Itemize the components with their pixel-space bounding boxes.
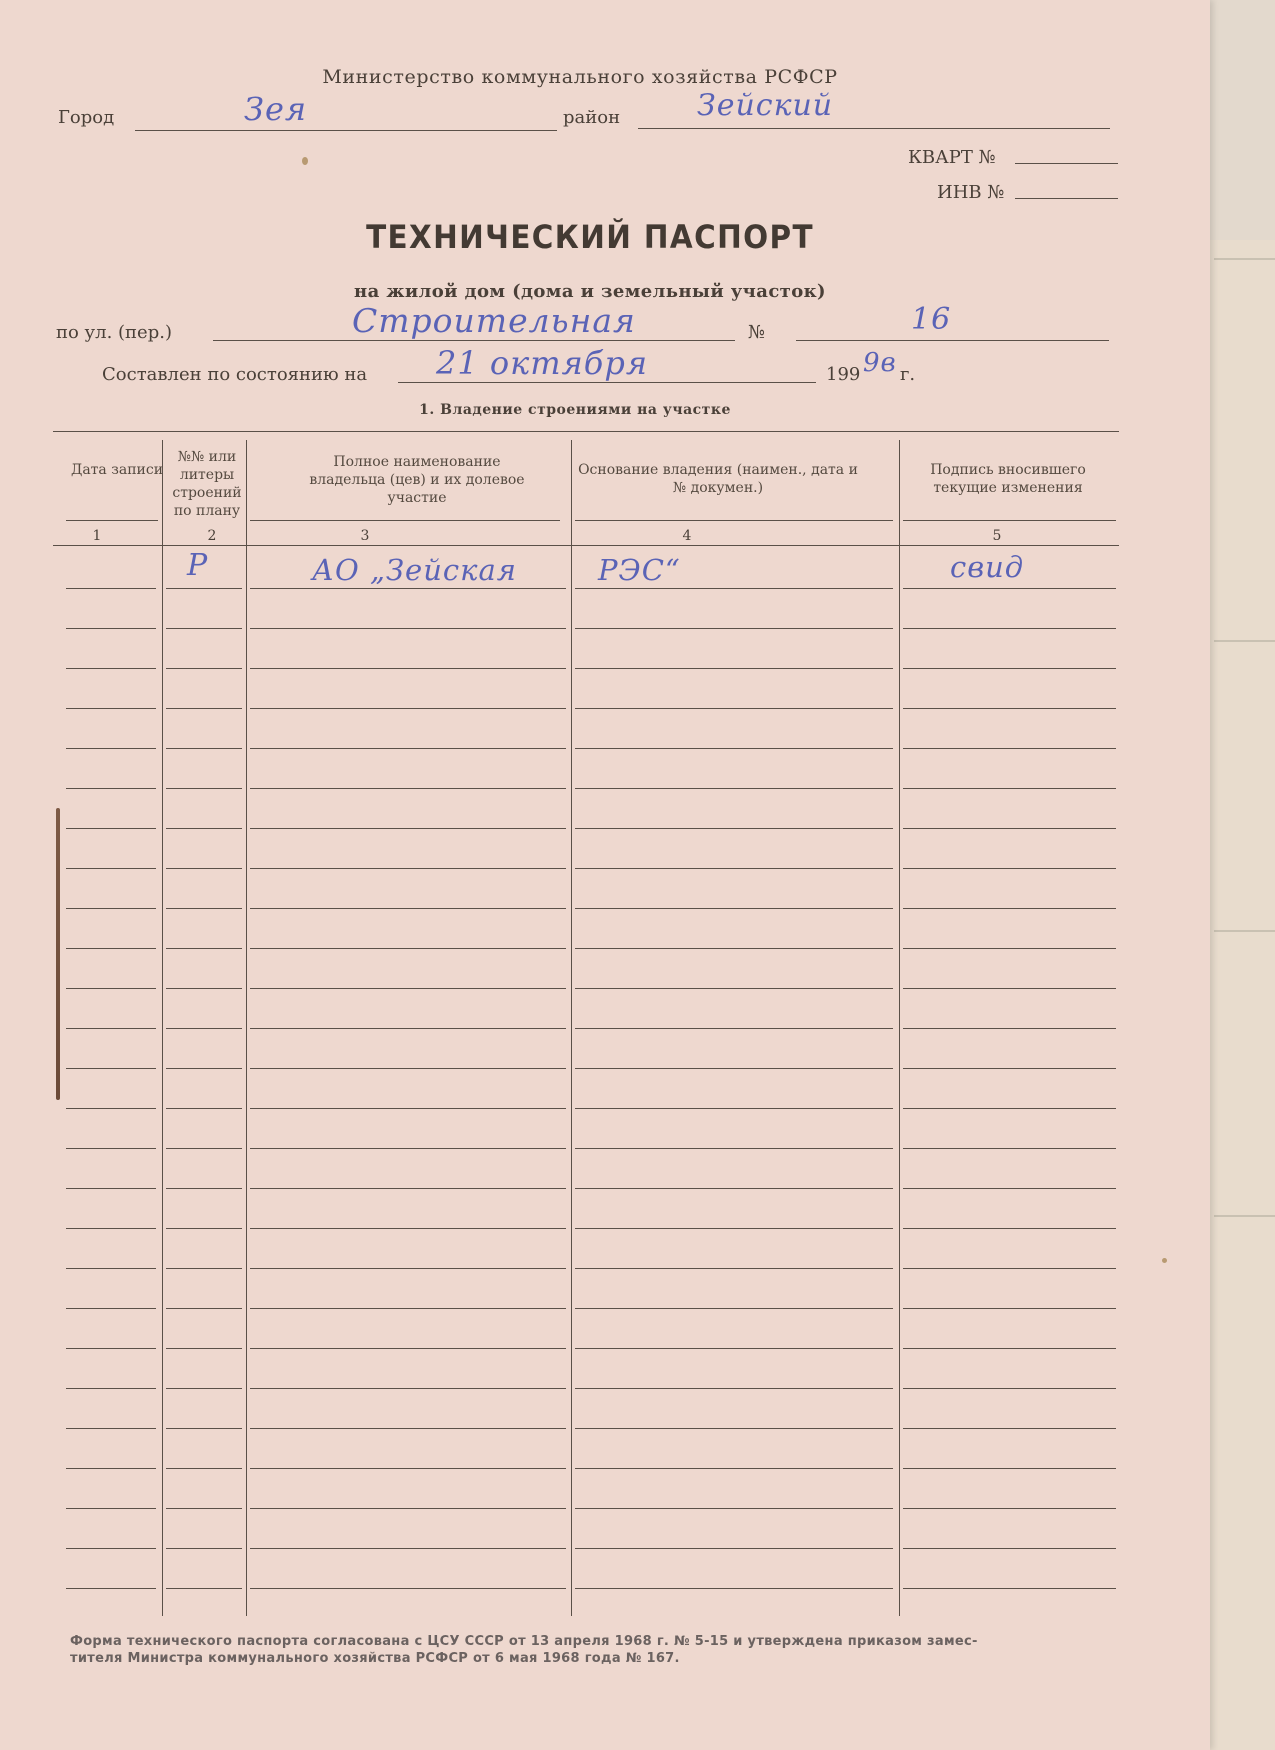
table-row-rule [250, 748, 566, 749]
table-row-rule [903, 988, 1116, 989]
district-value: Зейский [697, 88, 834, 123]
table-row-rule [66, 628, 156, 629]
table-row-rule [575, 828, 893, 829]
table-row-rule [575, 1188, 893, 1189]
header-basis: Основание владения (наимен., дата и № докумен.) [578, 462, 858, 496]
table-row-rule [66, 1308, 156, 1309]
district-label: район [563, 107, 621, 128]
table-row-rule [903, 628, 1116, 629]
table-row-rule [903, 1028, 1116, 1029]
table-row-rule [575, 588, 893, 589]
table-row-rule [903, 1308, 1116, 1309]
table-row-rule [575, 868, 893, 869]
header-signature: Подпись вносившего текущие изменения [930, 462, 1086, 496]
table-row-rule [250, 988, 566, 989]
table-row-rule [575, 1228, 893, 1229]
table-row-rule [903, 1228, 1116, 1229]
city-value: Зея [244, 90, 308, 128]
page-title: ТЕХНИЧЕСКИЙ ПАСПОРТ [366, 218, 814, 256]
table-row-rule [250, 1428, 566, 1429]
year-prefix: 199 [826, 364, 861, 385]
col-number: 4 [682, 528, 692, 544]
table-row-rule [66, 828, 156, 829]
table-row-rule [166, 1548, 242, 1549]
table-row-rule [575, 1548, 893, 1549]
table-row-rule [903, 588, 1116, 589]
table-row-rule [66, 948, 156, 949]
table-row-rule [166, 588, 242, 589]
table-row-rule [166, 1588, 242, 1589]
table-row-rule [250, 948, 566, 949]
table-row-rule [66, 1508, 156, 1509]
table-row-rule [66, 708, 156, 709]
table-row-rule [250, 1308, 566, 1309]
table-row-rule [250, 868, 566, 869]
table-row-rule [250, 788, 566, 789]
table-row-rule [66, 1388, 156, 1389]
table-row-rule [250, 1108, 566, 1109]
table-row-rule [250, 1228, 566, 1229]
table-row-rule [66, 1188, 156, 1189]
table-row-rule [250, 828, 566, 829]
street-label: по ул. (пер.) [56, 322, 172, 343]
table-row-rule [166, 1188, 242, 1189]
header-underline [903, 520, 1116, 521]
table-row-rule [903, 1148, 1116, 1149]
table-row-rule [166, 628, 242, 629]
row-signature: свид [950, 550, 1025, 584]
table-row-rule [66, 668, 156, 669]
table-row-rule [66, 988, 156, 989]
table-row-rule [166, 1388, 242, 1389]
table-row-rule [66, 868, 156, 869]
table-row-rule [250, 588, 566, 589]
table-row-rule [903, 748, 1116, 749]
table-row-rule [166, 1108, 242, 1109]
compiled-date-underline [398, 382, 816, 383]
table-row-rule [575, 788, 893, 789]
table-row-rule [66, 908, 156, 909]
table-row-rule [250, 1388, 566, 1389]
table-row-rule [166, 1068, 242, 1069]
table-row-rule [250, 1148, 566, 1149]
house-number-underline [796, 340, 1109, 341]
year-end: г. [900, 364, 916, 385]
table-row-rule [903, 1188, 1116, 1189]
page-subtitle: на жилой дом (дома и земельный участок) [354, 281, 826, 302]
table-row-rule [66, 588, 156, 589]
table-row-rule [903, 668, 1116, 669]
district-underline [638, 128, 1110, 129]
table-row-rule [250, 1068, 566, 1069]
table-row-rule [166, 948, 242, 949]
street-value: Строительная [352, 301, 636, 340]
row-owner: АО „Зейская [312, 553, 517, 587]
table-row-rule [250, 1508, 566, 1509]
table-row-rule [166, 708, 242, 709]
column-divider [162, 440, 163, 1616]
kvart-underline [1015, 163, 1118, 164]
table-row-rule [250, 1468, 566, 1469]
table-row-rule [575, 1388, 893, 1389]
compiled-label: Составлен по состоянию на [102, 364, 368, 385]
table-top-rule [53, 431, 1119, 432]
table-row-rule [575, 1308, 893, 1309]
kvart-label: КВАРТ № [908, 147, 996, 168]
table-row-rule [166, 1308, 242, 1309]
table-row-rule [66, 1028, 156, 1029]
table-row-rule [166, 988, 242, 989]
footer-note [70, 1633, 978, 1667]
table-row-rule [903, 788, 1116, 789]
house-number-value: 16 [911, 302, 952, 337]
table-row-rule [166, 748, 242, 749]
compiled-date-value: 21 октября [436, 344, 648, 382]
table-row-rule [250, 708, 566, 709]
table-row-rule [166, 908, 242, 909]
table-row-rule [250, 1548, 566, 1549]
table-row-rule [903, 1388, 1116, 1389]
table-row-rule [903, 1508, 1116, 1509]
table-row-rule [903, 1268, 1116, 1269]
underlying-sheet [1205, 240, 1275, 1750]
table-row-rule [66, 748, 156, 749]
table-row-rule [250, 908, 566, 909]
table-row-rule [250, 668, 566, 669]
paper-spot [1162, 1258, 1167, 1263]
table-row-rule [575, 1468, 893, 1469]
table-row-rule [903, 1588, 1116, 1589]
table-row-rule [166, 868, 242, 869]
header-underline [250, 520, 560, 521]
table-row-rule [903, 708, 1116, 709]
table-row-rule [66, 1268, 156, 1269]
table-row-rule [903, 1348, 1116, 1349]
table-row-rule [903, 868, 1116, 869]
table-row-rule [575, 988, 893, 989]
table-row-rule [575, 1508, 893, 1509]
table-row-rule [166, 1508, 242, 1509]
table-row-rule [575, 1268, 893, 1269]
table-row-rule [250, 1348, 566, 1349]
header-date: Дата записи [70, 462, 164, 478]
table-row-rule [166, 1348, 242, 1349]
table-row-rule [575, 748, 893, 749]
table-row-rule [66, 1588, 156, 1589]
table-row-rule [575, 1428, 893, 1429]
table-row-rule [166, 1228, 242, 1229]
staple-binding [56, 808, 60, 1100]
col-number: 3 [360, 528, 370, 544]
col-number: 5 [992, 528, 1002, 544]
table-row-rule [166, 788, 242, 789]
table-row-rule [66, 788, 156, 789]
table-row-rule [66, 1428, 156, 1429]
table-row-rule [166, 1028, 242, 1029]
col-number: 1 [92, 528, 102, 544]
column-divider [899, 440, 900, 1616]
table-row-rule [250, 628, 566, 629]
column-divider [571, 440, 572, 1616]
table-row-rule [903, 828, 1116, 829]
header-letter: №№ или литеры строений по плану [172, 449, 242, 519]
table-row-rule [66, 1148, 156, 1149]
table-row-rule [903, 1548, 1116, 1549]
city-label: Город [58, 107, 115, 128]
header-owner: Полное наименование владельца (цев) и их долевое участие [309, 454, 525, 506]
table-row-rule [903, 1108, 1116, 1109]
table-row-rule [166, 668, 242, 669]
table-row-rule [166, 1428, 242, 1429]
table-row-rule [575, 1588, 893, 1589]
table-row-rule [903, 1068, 1116, 1069]
table-row-rule [575, 708, 893, 709]
header-underline [575, 520, 893, 521]
column-divider [246, 440, 247, 1616]
table-row-rule [575, 668, 893, 669]
table-row-rule [66, 1108, 156, 1109]
inv-underline [1015, 198, 1118, 199]
table-row-rule [575, 948, 893, 949]
table-row-rule [575, 1108, 893, 1109]
table-row-rule [575, 628, 893, 629]
table-row-rule [903, 1428, 1116, 1429]
city-underline [135, 130, 557, 131]
table-row-rule [575, 1348, 893, 1349]
col-number: 2 [207, 528, 217, 544]
table-row-rule [66, 1468, 156, 1469]
header-bottom-rule [53, 545, 1119, 546]
house-number-label: № [748, 322, 766, 343]
table-row-rule [66, 1548, 156, 1549]
table-row-rule [903, 908, 1116, 909]
table-row-rule [575, 1068, 893, 1069]
table-row-rule [575, 1148, 893, 1149]
ministry-heading: Министерство коммунального хозяйства РСФСР [322, 66, 838, 88]
table-row-rule [250, 1028, 566, 1029]
inv-label: ИНВ № [937, 182, 1005, 203]
footer-line-1: Форма технического паспорта согласована с ЦСУ СССР от 13 апреля 1968 г. № 5-15 и утверждена приказом замес- [70, 1634, 978, 1649]
header-underline [66, 520, 158, 521]
table-row-rule [575, 1028, 893, 1029]
table-row-rule [66, 1348, 156, 1349]
row-letter: Р [187, 548, 209, 583]
section-title: 1. Владение строениями на участке [419, 402, 731, 418]
table-row-rule [166, 828, 242, 829]
row-basis: РЭС“ [598, 553, 681, 587]
table-row-rule [166, 1148, 242, 1149]
table-row-rule [250, 1268, 566, 1269]
street-underline [213, 340, 735, 341]
table-row-rule [903, 948, 1116, 949]
footer-line-2: тителя Министра коммунального хозяйства РСФСР от 6 мая 1968 года № 167. [70, 1651, 680, 1666]
table-row-rule [66, 1228, 156, 1229]
table-row-rule [250, 1588, 566, 1589]
table-row-rule [575, 908, 893, 909]
table-row-rule [166, 1468, 242, 1469]
year-suffix: 9в [863, 348, 897, 378]
table-row-rule [250, 1188, 566, 1189]
table-row-rule [166, 1268, 242, 1269]
table-row-rule [66, 1068, 156, 1069]
paper-spot [302, 157, 308, 165]
table-row-rule [903, 1468, 1116, 1469]
